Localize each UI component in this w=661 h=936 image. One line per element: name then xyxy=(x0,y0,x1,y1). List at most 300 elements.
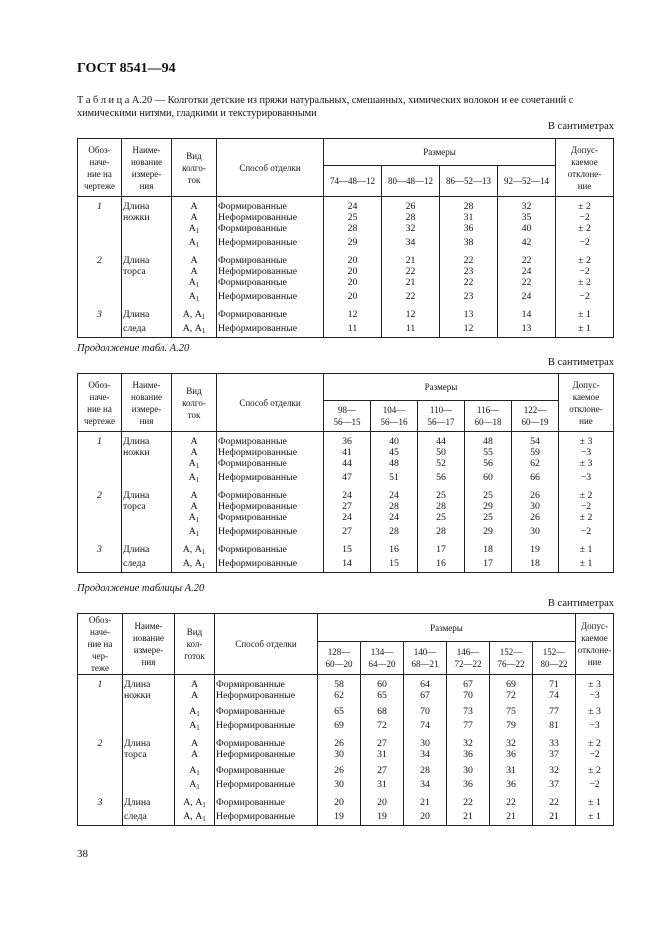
tights-type: А xyxy=(175,734,215,749)
size-header: 152— 80—22 xyxy=(533,642,576,675)
size-value: 47 xyxy=(324,472,371,486)
size-value: 50 xyxy=(418,447,465,458)
col-header-measurement: Наиме- нование измере- ния xyxy=(122,139,172,197)
size-value: 15 xyxy=(371,558,418,573)
size-value: 40 xyxy=(498,223,556,237)
size-header: 110— 56—17 xyxy=(418,401,465,432)
size-value: 28 xyxy=(418,501,465,512)
table-row xyxy=(78,501,614,512)
size-value: 20 xyxy=(324,277,382,291)
size-value: 21 xyxy=(382,251,440,266)
measurement-number: 2 xyxy=(78,734,123,749)
size-value: 32 xyxy=(490,734,533,749)
tolerance-value: −3 xyxy=(559,472,614,486)
size-value: 60 xyxy=(361,675,404,691)
finish-method: Формированные xyxy=(217,540,324,558)
size-value: 29 xyxy=(465,501,512,512)
table-row xyxy=(78,811,614,826)
table-row xyxy=(78,305,614,323)
size-table-3 xyxy=(77,613,614,826)
col-header-measurement: Наиме- нование измере- ния xyxy=(122,374,172,432)
size-value: 24 xyxy=(498,291,556,305)
size-value: 20 xyxy=(318,793,361,811)
size-value: 20 xyxy=(361,793,404,811)
tights-type: $А_1$ xyxy=(172,526,217,540)
continuation-label-3: Продолжение таблицы А.20 xyxy=(77,583,205,594)
table-row xyxy=(78,540,614,558)
table-row xyxy=(78,558,614,573)
size-header: 92—52—14 xyxy=(498,166,556,197)
size-header: 122— 60—19 xyxy=(512,401,559,432)
tolerance-value: ± 3 xyxy=(576,675,614,691)
units-note-2: В сантиметрах xyxy=(547,357,614,368)
col-header-measurement: Наиме- нование измере- ния xyxy=(123,614,175,675)
tights-type: $А_1$ xyxy=(172,237,217,251)
tights-type: А xyxy=(175,690,215,701)
size-value: 59 xyxy=(512,447,559,458)
size-value: 21 xyxy=(447,811,490,826)
size-value: 18 xyxy=(465,540,512,558)
measurement-number: 1 xyxy=(78,675,123,691)
size-value: 27 xyxy=(324,526,371,540)
tights-type: А, $А_1$ xyxy=(172,323,217,338)
col-header-type: Вид колго- ток xyxy=(172,139,217,197)
tights-type: $А_1$ xyxy=(172,472,217,486)
size-value: 25 xyxy=(465,486,512,501)
size-header: 98— 56—15 xyxy=(324,401,371,432)
measurement-name: торса xyxy=(123,749,175,760)
size-value: 58 xyxy=(318,675,361,691)
size-value: 62 xyxy=(318,690,361,701)
finish-method: Неформированные xyxy=(217,212,324,223)
table-title: Т а б л и ц а А.20 — Колготки детские из пряжи натуральных, смешанных, химических волокон и ее сочетаний с химическими нитями, гладкими и текстурированными xyxy=(77,95,574,119)
tolerance-value: −3 xyxy=(559,447,614,458)
size-value: 77 xyxy=(533,706,576,720)
size-value: 17 xyxy=(465,558,512,573)
measurement-name: ножки xyxy=(122,212,172,223)
size-value: 32 xyxy=(533,765,576,779)
finish-method: Формированные xyxy=(215,675,318,691)
size-value: 36 xyxy=(447,779,490,793)
table-row xyxy=(78,675,614,691)
size-value: 16 xyxy=(371,540,418,558)
measurement-number: 1 xyxy=(78,197,122,213)
size-value: 24 xyxy=(324,486,371,501)
size-value: 70 xyxy=(447,690,490,701)
size-value: 25 xyxy=(465,512,512,526)
tolerance-value: ± 2 xyxy=(556,277,614,291)
measurement-name: Длина xyxy=(123,675,175,691)
table-row xyxy=(78,223,614,237)
tolerance-value: −2 xyxy=(559,526,614,540)
table-row xyxy=(78,706,614,720)
size-value: 27 xyxy=(361,765,404,779)
table-row xyxy=(78,779,614,793)
size-header: 104— 56—16 xyxy=(371,401,418,432)
size-value: 62 xyxy=(512,458,559,472)
finish-method: Неформированные xyxy=(217,237,324,251)
measurement-name: ножки xyxy=(123,690,175,701)
table-row xyxy=(78,447,614,458)
tights-type: А xyxy=(172,197,217,213)
size-value: 22 xyxy=(533,793,576,811)
size-value: 24 xyxy=(371,486,418,501)
size-value: 45 xyxy=(371,447,418,458)
size-header: 146— 72—22 xyxy=(447,642,490,675)
col-header-number: Обоз- наче- ние на чертеже xyxy=(78,139,122,197)
size-value: 66 xyxy=(512,472,559,486)
size-value: 21 xyxy=(490,811,533,826)
finish-method: Формированные xyxy=(217,251,324,266)
size-value: 68 xyxy=(361,706,404,720)
size-value: 30 xyxy=(404,734,447,749)
tights-type: А xyxy=(172,447,217,458)
measurement-name: следа xyxy=(122,558,172,573)
col-header-method: Способ отделки xyxy=(215,614,318,675)
finish-method: Формированные xyxy=(215,706,318,720)
size-value: 20 xyxy=(324,251,382,266)
size-value: 27 xyxy=(361,734,404,749)
size-value: 34 xyxy=(404,779,447,793)
size-value: 25 xyxy=(418,486,465,501)
tights-type: А xyxy=(172,501,217,512)
size-value: 19 xyxy=(318,811,361,826)
measurement-number: 3 xyxy=(78,540,122,558)
tolerance-value: ± 2 xyxy=(559,486,614,501)
size-table-2 xyxy=(77,373,614,573)
tights-type: $А_1$ xyxy=(175,779,215,793)
size-value: 24 xyxy=(498,266,556,277)
measurement-name: Длина xyxy=(122,251,172,266)
size-value: 37 xyxy=(533,779,576,793)
size-value: 75 xyxy=(490,706,533,720)
tolerance-value: −2 xyxy=(556,266,614,277)
size-header: 134— 64—20 xyxy=(361,642,404,675)
table-row xyxy=(78,277,614,291)
size-value: 26 xyxy=(512,512,559,526)
col-header-sizes: Размеры xyxy=(318,614,576,642)
finish-method: Неформированные xyxy=(217,472,324,486)
size-value: 36 xyxy=(490,749,533,760)
size-value: 37 xyxy=(533,749,576,760)
size-value: 35 xyxy=(498,212,556,223)
table-row xyxy=(78,765,614,779)
col-header-method: Способ отделки xyxy=(217,374,324,432)
size-value: 24 xyxy=(324,512,371,526)
size-value: 23 xyxy=(440,266,498,277)
tolerance-value: −2 xyxy=(576,749,614,760)
size-value: 54 xyxy=(512,432,559,448)
size-value: 13 xyxy=(498,323,556,338)
size-value: 67 xyxy=(404,690,447,701)
finish-method: Неформированные xyxy=(215,690,318,701)
size-value: 22 xyxy=(447,793,490,811)
tolerance-value: ± 1 xyxy=(576,811,614,826)
size-value: 31 xyxy=(361,779,404,793)
units-note-3: В сантиметрах xyxy=(547,598,614,609)
size-value: 13 xyxy=(440,305,498,323)
size-value: 38 xyxy=(440,237,498,251)
size-value: 52 xyxy=(418,458,465,472)
table-row xyxy=(78,486,614,501)
size-value: 77 xyxy=(447,720,490,734)
table-row xyxy=(78,432,614,448)
measurement-number: 3 xyxy=(78,793,123,811)
finish-method: Неформированные xyxy=(215,749,318,760)
size-table-1 xyxy=(77,138,614,338)
size-header: 80—48—12 xyxy=(382,166,440,197)
size-value: 65 xyxy=(361,690,404,701)
finish-method: Формированные xyxy=(217,512,324,526)
measurement-name: Длина xyxy=(122,540,172,558)
continuation-label-2: Продолжение табл. А.20 xyxy=(77,343,190,354)
size-value: 79 xyxy=(490,720,533,734)
finish-method: Неформированные xyxy=(215,779,318,793)
tights-type: А, $А_1$ xyxy=(172,305,217,323)
table-row xyxy=(78,197,614,213)
size-value: 26 xyxy=(512,486,559,501)
col-header-type: Вид кол- готок xyxy=(175,614,215,675)
size-value: 64 xyxy=(404,675,447,691)
size-value: 22 xyxy=(440,277,498,291)
finish-method: Формированные xyxy=(215,765,318,779)
size-value: 69 xyxy=(318,720,361,734)
col-header-sizes: Размеры xyxy=(324,139,556,166)
table-row xyxy=(78,237,614,251)
size-value: 36 xyxy=(447,749,490,760)
size-value: 71 xyxy=(533,675,576,691)
tights-type: $А_1$ xyxy=(172,512,217,526)
size-value: 11 xyxy=(324,323,382,338)
size-value: 74 xyxy=(533,690,576,701)
size-value: 22 xyxy=(498,277,556,291)
tights-type: $А_1$ xyxy=(172,223,217,237)
tights-type: А xyxy=(172,432,217,448)
size-value: 20 xyxy=(324,291,382,305)
measurement-name: торса xyxy=(122,501,172,512)
size-value: 70 xyxy=(404,706,447,720)
size-header: 74—48—12 xyxy=(324,166,382,197)
finish-method: Неформированные xyxy=(217,526,324,540)
tolerance-value: ± 3 xyxy=(559,432,614,448)
finish-method: Неформированные xyxy=(215,811,318,826)
tolerance-value: −3 xyxy=(576,690,614,701)
tolerance-value: ± 2 xyxy=(556,197,614,213)
size-value: 40 xyxy=(371,432,418,448)
table-row xyxy=(78,690,614,701)
size-value: 32 xyxy=(498,197,556,213)
tolerance-value: ± 2 xyxy=(556,251,614,266)
measurement-name: ножки xyxy=(122,447,172,458)
size-value: 36 xyxy=(440,223,498,237)
size-value: 21 xyxy=(382,277,440,291)
size-value: 19 xyxy=(361,811,404,826)
size-value: 14 xyxy=(498,305,556,323)
table-row xyxy=(78,749,614,760)
size-value: 36 xyxy=(490,779,533,793)
measurement-number: 3 xyxy=(78,305,122,323)
size-value: 24 xyxy=(371,512,418,526)
size-value: 41 xyxy=(324,447,371,458)
tights-type: А, $А_1$ xyxy=(175,793,215,811)
finish-method: Формированные xyxy=(217,305,324,323)
col-header-deviation: Допус- каемое отклоне- ние xyxy=(559,374,614,432)
size-value: 44 xyxy=(324,458,371,472)
measurement-name: Длина xyxy=(122,197,172,213)
size-value: 31 xyxy=(490,765,533,779)
measurement-name: Длина xyxy=(123,793,175,811)
table-row xyxy=(78,526,614,540)
size-value: 22 xyxy=(440,251,498,266)
tolerance-value: ± 2 xyxy=(556,223,614,237)
table-row xyxy=(78,212,614,223)
col-header-type: Вид колго- ток xyxy=(172,374,217,432)
tights-type: А xyxy=(175,749,215,760)
size-value: 28 xyxy=(418,526,465,540)
tights-type: А xyxy=(172,212,217,223)
size-value: 12 xyxy=(382,305,440,323)
measurement-name: следа xyxy=(122,323,172,338)
tights-type: А, $А_1$ xyxy=(172,540,217,558)
size-value: 28 xyxy=(371,501,418,512)
tights-type: $А_1$ xyxy=(172,277,217,291)
size-header: 116— 60—18 xyxy=(465,401,512,432)
table-row xyxy=(78,720,614,734)
size-value: 36 xyxy=(324,432,371,448)
measurement-number: 1 xyxy=(78,432,122,448)
table-row xyxy=(78,512,614,526)
document-header: ГОСТ 8541—94 xyxy=(77,61,176,76)
size-value: 28 xyxy=(404,765,447,779)
table-row xyxy=(78,793,614,811)
size-value: 21 xyxy=(404,793,447,811)
table-row xyxy=(78,266,614,277)
finish-method: Формированные xyxy=(217,458,324,472)
tolerance-value: ± 1 xyxy=(559,540,614,558)
size-value: 29 xyxy=(465,526,512,540)
tolerance-value: ± 3 xyxy=(576,706,614,720)
size-value: 56 xyxy=(418,472,465,486)
size-value: 33 xyxy=(533,734,576,749)
size-value: 31 xyxy=(361,749,404,760)
size-value: 28 xyxy=(382,212,440,223)
tolerance-value: −3 xyxy=(576,720,614,734)
size-value: 74 xyxy=(404,720,447,734)
tolerance-value: −2 xyxy=(556,212,614,223)
col-header-deviation: Допус- каемое отклоне- ние xyxy=(576,614,614,675)
size-value: 28 xyxy=(440,197,498,213)
tolerance-value: −2 xyxy=(556,291,614,305)
col-header-deviation: Допус- каемое отклоне- ние xyxy=(556,139,614,197)
size-value: 26 xyxy=(382,197,440,213)
size-header: 128— 60—20 xyxy=(318,642,361,675)
tights-type: А xyxy=(172,266,217,277)
size-value: 56 xyxy=(465,458,512,472)
size-value: 48 xyxy=(465,432,512,448)
tights-type: $А_1$ xyxy=(175,720,215,734)
measurement-number: 2 xyxy=(78,251,122,266)
tolerance-value: −2 xyxy=(559,501,614,512)
size-value: 29 xyxy=(324,237,382,251)
size-value: 69 xyxy=(490,675,533,691)
size-value: 25 xyxy=(418,512,465,526)
size-header: 86—52—13 xyxy=(440,166,498,197)
col-header-sizes: Размеры xyxy=(324,374,559,401)
size-value: 18 xyxy=(512,558,559,573)
size-value: 34 xyxy=(404,749,447,760)
tolerance-value: ± 2 xyxy=(576,765,614,779)
size-value: 32 xyxy=(447,734,490,749)
size-value: 51 xyxy=(371,472,418,486)
size-value: 20 xyxy=(404,811,447,826)
size-value: 22 xyxy=(382,266,440,277)
size-value: 12 xyxy=(440,323,498,338)
tights-type: А xyxy=(172,251,217,266)
table-row xyxy=(78,323,614,338)
tolerance-value: ± 2 xyxy=(576,734,614,749)
tolerance-value: −2 xyxy=(576,779,614,793)
size-value: 12 xyxy=(324,305,382,323)
size-value: 26 xyxy=(318,765,361,779)
size-value: 22 xyxy=(382,291,440,305)
tights-type: $А_1$ xyxy=(172,458,217,472)
size-value: 25 xyxy=(324,212,382,223)
finish-method: Формированные xyxy=(217,277,324,291)
finish-method: Неформированные xyxy=(215,720,318,734)
finish-method: Неформированные xyxy=(217,447,324,458)
measurement-name: Длина xyxy=(122,486,172,501)
tolerance-value: −2 xyxy=(556,237,614,251)
finish-method: Неформированные xyxy=(217,501,324,512)
size-header: 140— 68—21 xyxy=(404,642,447,675)
tolerance-value: ± 1 xyxy=(559,558,614,573)
finish-method: Формированные xyxy=(215,734,318,749)
measurement-name: Длина xyxy=(122,432,172,448)
measurement-name: Длина xyxy=(123,734,175,749)
size-value: 30 xyxy=(318,779,361,793)
tights-type: $А_1$ xyxy=(175,706,215,720)
tights-type: А, $А_1$ xyxy=(175,811,215,826)
size-value: 60 xyxy=(465,472,512,486)
tights-type: $А_1$ xyxy=(175,765,215,779)
col-header-method: Способ отделки xyxy=(217,139,324,197)
size-value: 34 xyxy=(382,237,440,251)
finish-method: Формированные xyxy=(217,432,324,448)
table-row xyxy=(78,458,614,472)
table-row xyxy=(78,472,614,486)
size-value: 32 xyxy=(382,223,440,237)
size-value: 24 xyxy=(324,197,382,213)
size-value: 21 xyxy=(533,811,576,826)
size-value: 28 xyxy=(324,223,382,237)
size-value: 31 xyxy=(440,212,498,223)
size-value: 17 xyxy=(418,540,465,558)
size-value: 30 xyxy=(512,526,559,540)
tights-type: А xyxy=(175,675,215,691)
size-value: 16 xyxy=(418,558,465,573)
measurement-name: торса xyxy=(122,266,172,277)
tights-type: А xyxy=(172,486,217,501)
tights-type: $А_1$ xyxy=(172,291,217,305)
size-value: 30 xyxy=(512,501,559,512)
size-value: 73 xyxy=(447,706,490,720)
size-value: 30 xyxy=(318,749,361,760)
col-header-number: Обоз- наче- ние на чер- теже xyxy=(78,614,123,675)
size-value: 23 xyxy=(440,291,498,305)
size-value: 65 xyxy=(318,706,361,720)
size-value: 15 xyxy=(324,540,371,558)
size-value: 26 xyxy=(318,734,361,749)
